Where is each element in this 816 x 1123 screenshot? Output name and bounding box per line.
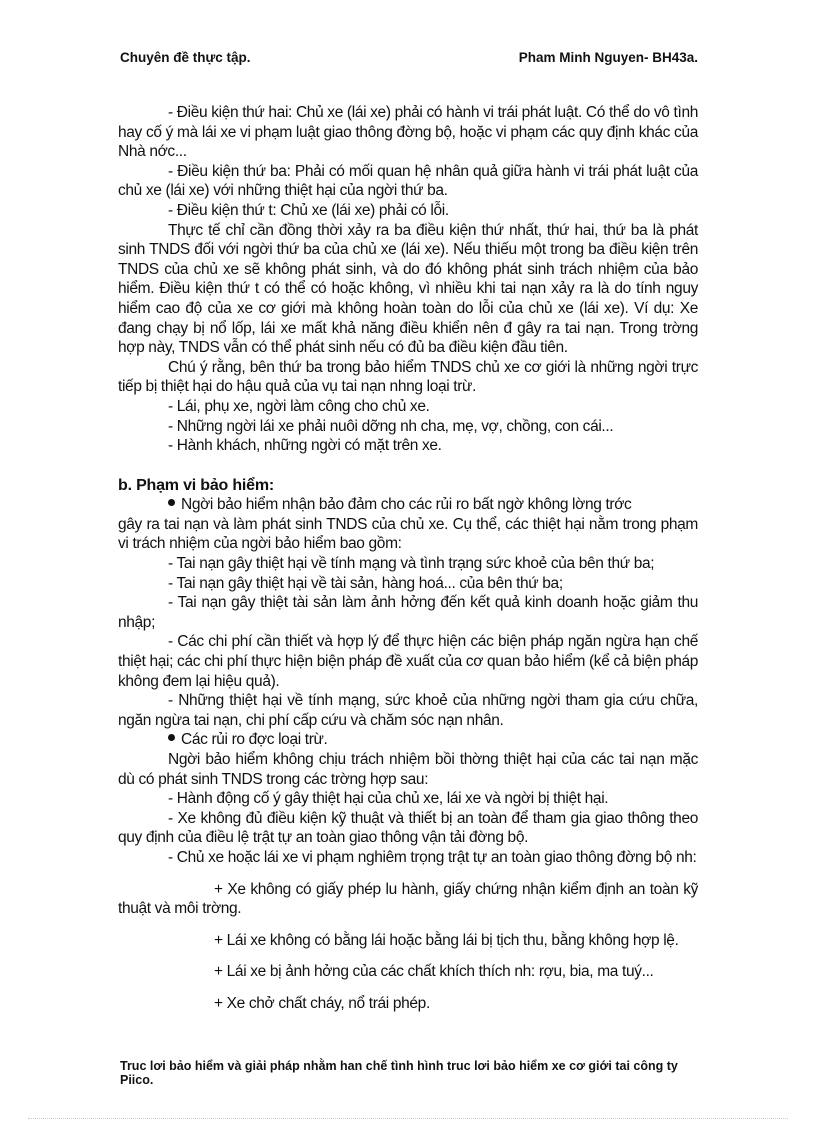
page-edge-divider xyxy=(28,1118,788,1119)
list-item: - Những thiệt hại về tính mạng, sức khoẻ của những ngời tham gia cứu chữa, ngăn ngừa tai nạn, chi phí cấp cứu và chăm sóc nạn nhân. xyxy=(118,692,698,729)
list-item: - Các chi phí cần thiết và hợp lý để thực hiện các biện pháp ngăn ngừa hạn chế thiệt hại; các chi phí thực hiện biện pháp đề xuất của cơ quan bảo hiểm (kể cả biện pháp không đem lại hiệu quả). xyxy=(118,633,699,690)
bullet-text: Ngời bảo hiểm nhận bảo đảm cho các rủi ro bất ngờ không lờng trớc xyxy=(181,496,632,514)
sub-list-item: + Lái xe không có bằng lái hoặc bằng lái bị tịch thu, bằng không hợp lệ. xyxy=(214,931,679,949)
sub-list-item: + Xe không có giấy phép lu hành, giấy chứng nhận kiểm định an toàn kỹ thuật và môi trờng. xyxy=(118,880,698,918)
page-header xyxy=(120,50,698,72)
paragraph: gây ra tai nạn và làm phát sinh TNDS của chủ xe. Cụ thể, các thiệt hại nằm trong phạm vi trách nhiệm của ngời bảo hiểm bao gồm: xyxy=(118,515,698,553)
list-item: - Tai nạn gây thiệt tài sản làm ảnh hởng đến kết quả kinh doanh hoặc giảm thu nhập; xyxy=(118,594,698,631)
bullet-icon xyxy=(168,734,175,741)
list-item: - Hành động cố ý gây thiệt hại của chủ xe, lái xe và ngời bị thiệt hại. xyxy=(168,790,609,808)
list-item: - Chủ xe hoặc lái xe vi phạm nghiêm trọng trật tự an toàn giao thông đờng bộ nh: xyxy=(168,848,697,866)
bullet-icon xyxy=(168,499,175,506)
bullet-paragraph xyxy=(118,495,698,515)
paragraph: Thực tế chỉ cần đồng thời xảy ra ba điều kiện thứ nhất, thứ hai, thứ ba là phát sinh TNDS đối với ngời thứ ba của chủ xe (lái xe). Nếu thiếu một trong ba điều kiện trên TNDS của chủ xe sẽ không phát sinh, và do đó không phát sinh trách nhiệm của bảo hiểm. Điều kiện thứ t có thể có hoặc không, vì nhiều khi tai nạn xảy ra là do tính nguy hiểm cao độ của xe cơ giới mà không hoàn toàn do lỗi của chủ xe (lái xe). Ví dụ: Xe đang chạy bị nổ lốp, lái xe mất khả năng điều khiển nên đ gây ra tai nạn. Trong trờng hợp này, TNDS vẫn có thể phát sinh nếu có đủ ba điều kiện đầu tiên. xyxy=(118,221,698,357)
paragraph: - Điều kiện thứ hai: Chủ xe (lái xe) phải có hành vi trái phát luật. Có thể do vô tình hay cố ý mà lái xe vi phạm luật giao thông đờng bộ, hoặc vi phạm các quy định khác của Nhà nớc... xyxy=(118,104,698,161)
sub-list-item: + Xe chở chất cháy, nổ trái phép. xyxy=(214,994,430,1012)
sub-list-item: + Lái xe bị ảnh hởng của các chất khích thích nh: rợu, bia, ma tuý... xyxy=(214,963,654,981)
list-item: - Lái, phụ xe, ngời làm công cho chủ xe. xyxy=(168,397,430,415)
list-item: - Tai nạn gây thiệt hại về tính mạng và tình trạng sức khoẻ của bên thứ ba; xyxy=(168,555,655,573)
list-item: - Hành khách, những ngời có mặt trên xe. xyxy=(168,437,442,455)
header-left-title: Chuyên đề thực tập. xyxy=(120,50,251,65)
spacer xyxy=(118,982,698,994)
paragraph: - Điều kiện thứ ba: Phải có mối quan hệ nhân quả giữa hành vi trái phát luật của chủ xe (lái xe) với những thiệt hại của ngời thứ ba. xyxy=(118,162,698,200)
list-item: - Tai nạn gây thiệt hại về tài sản, hàng hoá... của bên thứ ba; xyxy=(168,574,563,592)
bullet-text: Các rủi ro đợc loại trừ. xyxy=(181,731,328,749)
spacer xyxy=(118,456,698,476)
page-footer: Truc lơi bảo hiểm và giải pháp nhằm han chế tình hình truc lơi bảo hiểm xe cơ giới tai công ty Piico. xyxy=(120,1059,678,1087)
spacer xyxy=(118,868,698,880)
paragraph: - Điều kiện thứ t: Chủ xe (lái xe) phải có lỗi. xyxy=(168,201,449,219)
list-item: - Những ngời lái xe phải nuôi dỡng nh cha, mẹ, vợ, chồng, con cái... xyxy=(168,417,614,435)
paragraph: Chú ý rằng, bên thứ ba trong bảo hiểm TNDS chủ xe cơ giới là những ngời trực tiếp bị thiệt hại do hậu quả của vụ tai nạn nhng loại trừ. xyxy=(118,358,698,396)
spacer xyxy=(118,919,698,931)
bullet-paragraph xyxy=(118,730,698,750)
spacer xyxy=(118,950,698,962)
paragraph: Ngời bảo hiểm không chịu trách nhiệm bồi thờng thiệt hại của các tai nạn mặc dù có phát sinh TNDS trong các trờng hợp sau: xyxy=(118,751,698,788)
document-body xyxy=(118,103,698,1014)
list-item: - Xe không đủ điều kiện kỹ thuật và thiết bị an toàn để tham gia giao thông theo quy định của điều lệ trật tự an toàn giao thông vận tải đờng bộ. xyxy=(118,809,698,847)
header-author: Pham Minh Nguyen- BH43a. xyxy=(518,50,698,65)
section-heading: b. Phạm vi bảo hiểm: xyxy=(118,476,275,494)
